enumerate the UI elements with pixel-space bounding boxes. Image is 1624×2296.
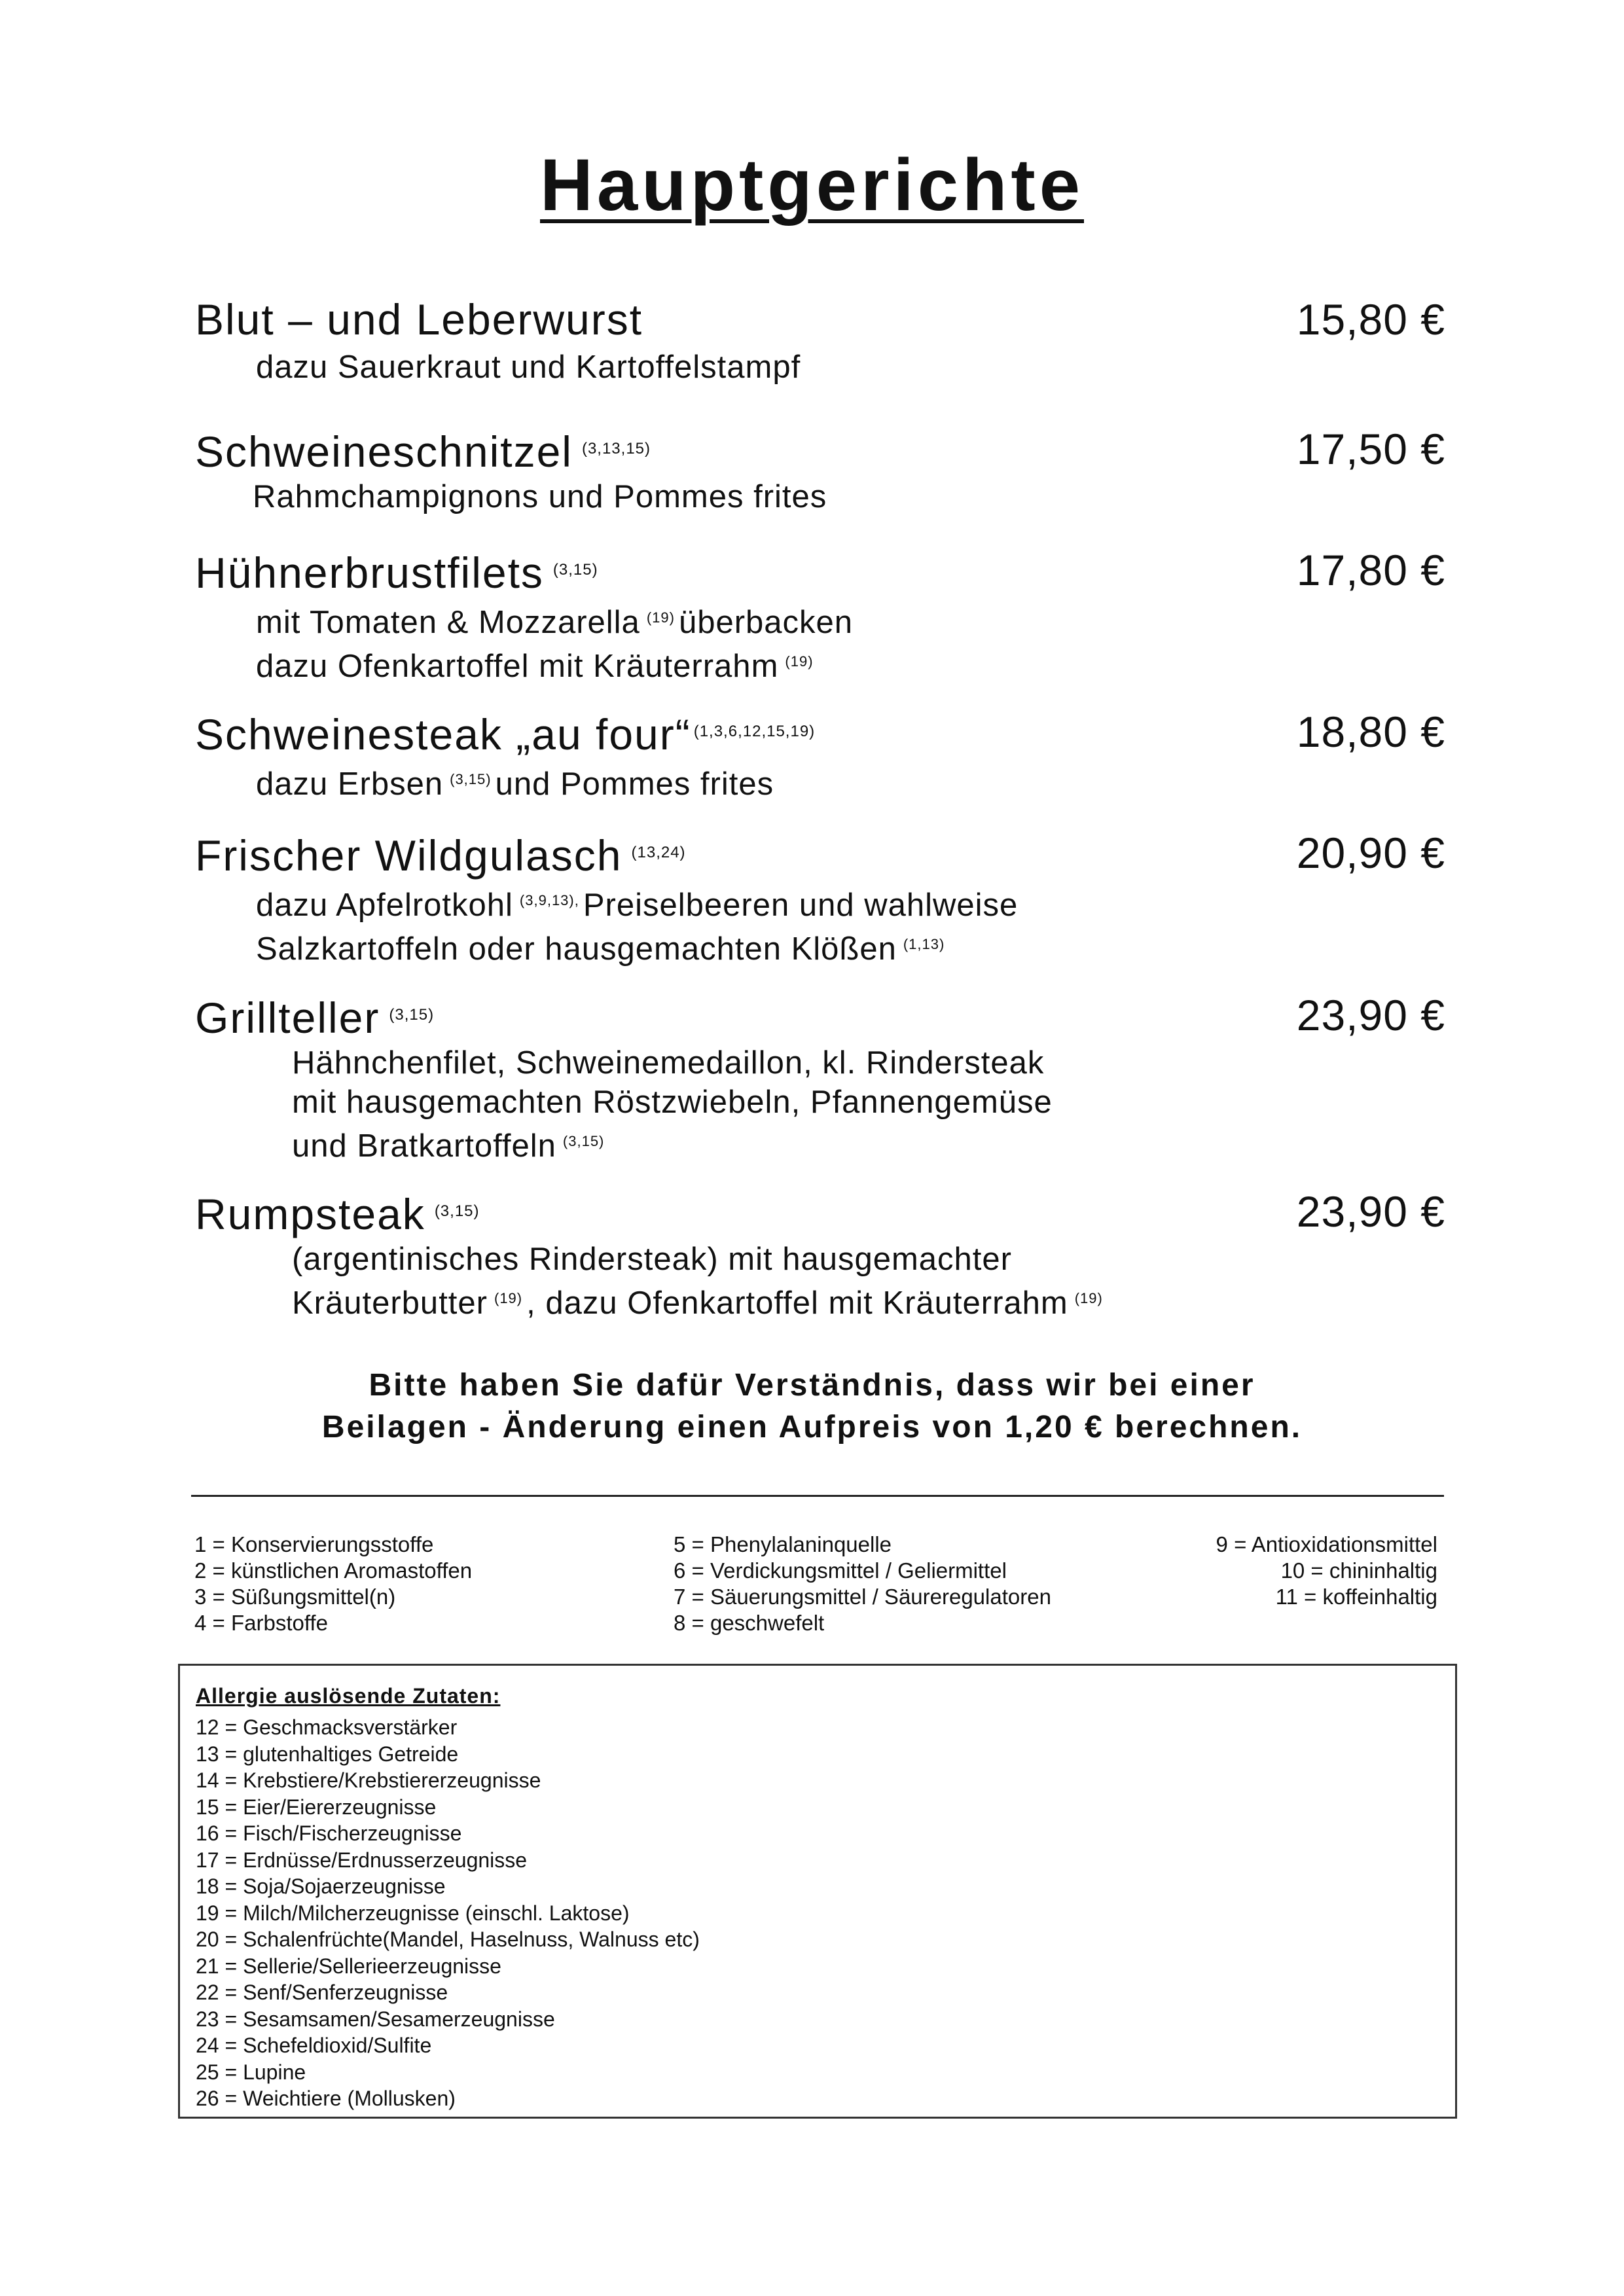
dish-ref: (1,3,6,12,15,19)	[693, 723, 816, 740]
dish-wildgulasch	[195, 825, 1445, 969]
dish-price: 20,90 €	[1296, 829, 1445, 877]
description-line: mit Tomaten & Mozzarella $^{(19)}$ überbacken	[256, 605, 854, 640]
surcharge-notice: Bitte haben Sie dafür Verständnis, dass wir bei einer Beilagen - Änderung einen Aufpreis von 1,20 € berechnen.	[321, 1368, 1303, 1444]
page-title: Hauptgerichte	[540, 144, 1084, 226]
dish-ref: (3,13,15)	[581, 440, 651, 457]
dish-rumpsteak	[195, 1183, 1445, 1323]
additives-column-3: 9 = Antioxidationsmittel 10 = chininhaltig 11 = koffeinhaltig	[1216, 1532, 1437, 1609]
dish-description	[195, 1043, 1445, 1166]
description-line: mit hausgemachten Röstzwiebeln, Pfannengemüse	[292, 1085, 1053, 1120]
description-line: Hähnchenfilet, Schweinemedaillon, kl. Rindersteak	[292, 1045, 1045, 1081]
dish-description	[195, 348, 1445, 387]
description-line: dazu Sauerkraut und Kartoffelstampf	[256, 350, 801, 385]
description-line: (argentinisches Rindersteak) mit hausgemachter	[292, 1242, 1012, 1277]
divider	[191, 1495, 1444, 1497]
dish-ref: (3,15)	[434, 1202, 480, 1220]
description-line: und Bratkartoffeln $^{(3,15)}$	[292, 1128, 605, 1164]
allergen-item: 13 = glutenhaltiges Getreide	[196, 1742, 459, 1766]
dish-price: 23,90 €	[1296, 1187, 1445, 1236]
description-line: Salzkartoffeln oder hausgemachten Klößen $^{(1,13)}$	[256, 931, 945, 967]
allergen-item: 14 = Krebstiere/Krebstiererzeugnisse	[196, 1768, 541, 1792]
allergen-item: 26 = Weichtiere (Mollusken)	[196, 2087, 456, 2110]
dish-name: Frischer Wildgulasch $^{(13,24)}$	[195, 831, 686, 880]
dish-schweineschnitzel	[195, 421, 1445, 516]
allergen-box	[178, 1664, 1457, 2119]
dish-huehnerbrustfilets	[195, 542, 1445, 686]
dish-description	[195, 881, 1445, 969]
description-line: Rahmchampignons und Pommes frites	[253, 479, 827, 514]
dish-name: Schweinesteak „au four“ $^{(1,3,6,12,15,19)}$	[195, 710, 816, 759]
dish-blut-leberwurst	[195, 291, 1445, 387]
dish-name: Rumpsteak $^{(3,15)}$	[195, 1190, 480, 1238]
dish-description	[195, 598, 1445, 686]
additives-column-2: 5 = Phenylalaninquelle 6 = Verdickungsmittel / Geliermittel 7 = Säuerungsmittel / Säureregulatoren 8 = geschwefelt	[674, 1532, 1051, 1635]
description-line: dazu Ofenkartoffel mit Kräuterrahm $^{(19)}$	[256, 649, 814, 684]
description-line: dazu Apfelrotkohl $^{(3,9,13),}$ Preiselbeeren und wahlweise	[256, 888, 1019, 923]
additives-column-1: 1 = Konservierungsstoffe 2 = künstlichen Aromastoffen 3 = Süßungsmittel(n) 4 = Farbstoffe	[194, 1532, 473, 1635]
dish-name: Grillteller $^{(3,15)}$	[195, 994, 435, 1042]
description-line: dazu Erbsen $^{(3,15)}$ und Pommes frites	[256, 766, 774, 802]
allergen-item: 25 = Lupine	[196, 2060, 306, 2084]
dish-price: 17,80 €	[1296, 546, 1445, 594]
allergen-item: 18 = Soja/Sojaerzeugnisse	[196, 1874, 446, 1898]
allergen-item: 20 = Schalenfrüchte(Mandel, Haselnuss, Walnuss etc)	[196, 1928, 700, 1951]
dish-description	[195, 477, 1445, 516]
allergen-item: 19 = Milch/Milcherzeugnisse (einschl. Laktose)	[196, 1901, 630, 1925]
allergen-item: 21 = Sellerie/Sellerieerzeugnisse	[196, 1954, 501, 1978]
dish-price: 18,80 €	[1296, 708, 1445, 756]
dish-price: 17,50 €	[1296, 425, 1445, 473]
allergen-item: 17 = Erdnüsse/Erdnusserzeugnisse	[196, 1848, 528, 1872]
dish-price: 23,90 €	[1296, 991, 1445, 1039]
allergen-item: 12 = Geschmacksverstärker	[196, 1715, 458, 1739]
dish-grillteller	[195, 987, 1445, 1166]
description-line: Kräuterbutter $^{(19)}$ , dazu Ofenkartoffel mit Kräuterrahm $^{(19)}$	[292, 1285, 1103, 1321]
allergen-item: 16 = Fisch/Fischerzeugnisse	[196, 1821, 462, 1845]
dish-price: 15,80 €	[1296, 295, 1445, 344]
dish-name: Blut – und Leberwurst	[195, 295, 643, 344]
allergen-item: 15 = Eier/Eiererzeugnisse	[196, 1795, 437, 1819]
dish-schweinesteak	[195, 704, 1445, 804]
allergen-item: 24 = Schefeldioxid/Sulfite	[196, 2034, 432, 2057]
dish-description	[195, 1240, 1445, 1323]
allergen-item: 23 = Sesamsamen/Sesamerzeugnisse	[196, 2007, 555, 2031]
dish-ref: (13,24)	[631, 844, 686, 861]
dish-name: Schweineschnitzel $^{(3,13,15)}$	[195, 427, 651, 476]
dish-ref: (3,15)	[389, 1006, 435, 1024]
allergen-title: Allergie auslösende Zutaten:	[196, 1684, 501, 1708]
dish-description	[195, 760, 1445, 804]
allergen-item: 22 = Senf/Senferzeugnisse	[196, 1981, 448, 2004]
dish-ref: (3,15)	[552, 561, 598, 579]
dish-name: Hühnerbrustfilets $^{(3,15)}$	[195, 548, 598, 597]
